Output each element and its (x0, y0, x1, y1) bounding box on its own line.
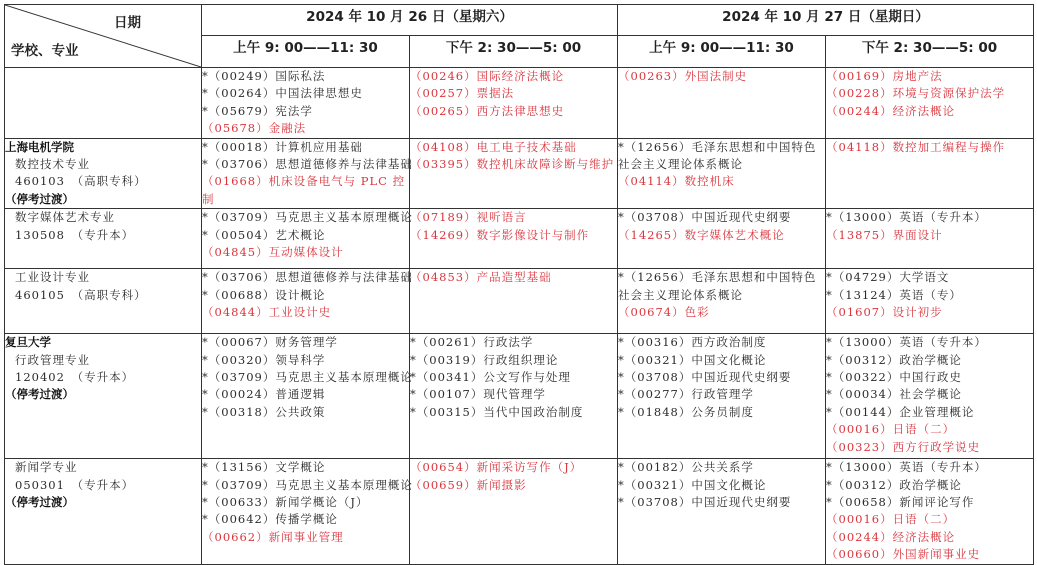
course-item: *（03708）中国近现代史纲要 (618, 370, 792, 385)
course-cell (410, 209, 618, 269)
course-item: *（13000）英语（专升本） (826, 335, 987, 350)
schedule-body (5, 68, 1034, 565)
major-cell (5, 334, 202, 459)
course-item: *（00688）设计概论 (202, 287, 326, 302)
course-cell (618, 269, 826, 334)
major-name: 数控技术专业 (15, 157, 90, 172)
major-name: 工业设计专业 (15, 270, 90, 285)
transit-note: （停考过渡） (5, 387, 74, 402)
transit-note: （停考过渡） (5, 495, 74, 510)
course-item: （04845）互动媒体设计 (202, 245, 344, 260)
table-row (5, 334, 1034, 459)
course-item: （13875）界面设计 (826, 227, 943, 242)
table-row (5, 269, 1034, 334)
major-name: 数字媒体艺术专业 (15, 210, 115, 225)
major-cell (5, 459, 202, 564)
course-item: *（00319）行政组织理论 (410, 352, 559, 367)
course-item: *（01848）公务员制度 (618, 404, 754, 419)
course-item: （04853）产品造型基础 (410, 270, 552, 285)
session-header-oct27-am: 上午 9: 00——11: 30 (618, 36, 826, 68)
course-item: （00660）外国新闻事业史 (826, 547, 981, 562)
course-cell (410, 459, 618, 564)
course-cell (826, 459, 1034, 564)
course-item: （00244）经济法概论 (826, 529, 956, 544)
course-item: （00246）国际经济法概论 (410, 69, 565, 83)
course-item: *（12656）毛泽东思想和中国特色社会主义理论体系概论 (618, 270, 817, 302)
course-item: （00016）日语（二） (826, 512, 956, 527)
course-item: *（00144）企业管理概论 (826, 404, 975, 419)
course-item: （04844）工业设计史 (202, 305, 332, 320)
course-item: （14269）数字影像设计与制作 (410, 227, 590, 242)
major-code-level: 050301 （专升本） (15, 477, 135, 492)
course-item: *（00321）中国文化概论 (618, 477, 767, 492)
course-item: *（00018）计算机应用基础 (202, 139, 363, 154)
course-item: *（00316）西方政治制度 (618, 335, 767, 350)
course-item: *（13124）英语（专） (826, 287, 962, 302)
course-item: *（00312）政治学概论 (826, 477, 962, 492)
course-cell (618, 68, 826, 139)
course-item: *（03706）思想道德修养与法律基础 (202, 157, 413, 172)
major-code-level: 120402 （专升本） (15, 370, 135, 385)
course-item: （00265）西方法律思想史 (410, 103, 565, 118)
course-item: *（00277）行政管理学 (618, 387, 754, 402)
course-item: （00257）票据法 (410, 86, 515, 101)
course-cell (202, 459, 413, 564)
course-item: （03395）数控机床故障诊断与维护 (410, 157, 615, 172)
course-item: （00016）日语（二） (826, 422, 956, 437)
course-cell (202, 269, 413, 334)
course-item: *（00107）现代管理学 (410, 387, 546, 402)
major-cell (5, 138, 202, 209)
course-item: *（13000）英语（专升本） (826, 460, 987, 475)
session-header-oct27-pm: 下午 2: 30——5: 00 (826, 36, 1034, 68)
course-item: *（00320）领导科学 (202, 352, 326, 367)
course-item: *（13000）英语（专升本） (826, 210, 987, 225)
course-item: （00323）西方行政学说史 (826, 439, 981, 454)
course-cell (826, 138, 1034, 209)
course-item: （00169）房地产法 (826, 69, 943, 83)
school-name: 上海电机学院 (5, 139, 74, 154)
course-item: *（00318）公共政策 (202, 404, 326, 419)
table-row (5, 459, 1034, 564)
course-cell (410, 68, 618, 139)
course-item: *（00504）艺术概论 (202, 227, 326, 242)
date-header-oct27: 2024 年 10 月 27 日（星期日） (618, 5, 1034, 36)
course-cell (826, 68, 1034, 139)
course-cell (202, 68, 410, 139)
course-cell (618, 138, 826, 209)
course-item: （04114）数控机床 (618, 174, 735, 189)
course-cell (618, 334, 826, 459)
exam-schedule-table (4, 4, 1034, 565)
major-code-level: 460103 （高职专科） (15, 174, 147, 189)
corner-header (5, 5, 202, 68)
course-item: *（00322）中国行政史 (826, 370, 962, 385)
course-cell (202, 334, 413, 459)
course-item: （04108）电工电子技术基础 (410, 139, 577, 154)
course-cell (618, 459, 826, 564)
course-cell (410, 269, 618, 334)
course-item: *（05679）宪法学 (202, 103, 313, 118)
course-cell (410, 334, 618, 459)
course-item: （01607）设计初步 (826, 305, 943, 320)
date-header-oct26: 2024 年 10 月 26 日（星期六） (202, 5, 618, 36)
course-item: *（00034）社会学概论 (826, 387, 962, 402)
session-header-oct26-pm: 下午 2: 30——5: 00 (410, 36, 618, 68)
course-item: （07189）视听语言 (410, 210, 527, 225)
major-cell (5, 269, 202, 334)
session-header-oct26-am: 上午 9: 00——11: 30 (202, 36, 410, 68)
course-item: *（12656）毛泽东思想和中国特色社会主义理论体系概论 (618, 139, 817, 172)
transit-note: （停考过渡） (5, 191, 74, 206)
course-item: （01668）机床设备电气与 PLC 控制 (202, 174, 406, 206)
course-item: （14265）数字媒体艺术概论 (618, 227, 785, 242)
corner-school-label: 学校、专业 (11, 43, 79, 59)
table-row (5, 68, 1034, 139)
course-cell (618, 209, 826, 269)
major-cell (5, 209, 202, 269)
course-item: *（03709）马克思主义基本原理概论 (202, 370, 413, 385)
course-item: *（00315）当代中国政治制度 (410, 404, 584, 419)
course-item: （04118）数控加工编程与操作 (826, 139, 1006, 154)
course-item: *（03708）中国近现代史纲要 (618, 210, 792, 225)
course-item: （00263）外国法制史 (618, 69, 748, 83)
table-row (5, 209, 1034, 269)
course-item: *（00642）传播学概论 (202, 512, 338, 527)
course-item: *（03708）中国近现代史纲要 (618, 495, 792, 510)
course-item: *（03709）马克思主义基本原理概论 (202, 210, 413, 225)
major-name: 新闻学专业 (15, 460, 78, 475)
major-cell (5, 68, 202, 139)
course-item: *（00312）政治学概论 (826, 352, 962, 367)
course-item: （00228）环境与资源保护法学 (826, 86, 1006, 101)
course-item: *（00261）行政法学 (410, 335, 534, 350)
course-cell (410, 138, 618, 209)
course-item: （00662）新闻事业管理 (202, 529, 344, 544)
course-item: *（00264）中国法律思想史 (202, 86, 363, 101)
course-item: *（00024）普通逻辑 (202, 387, 326, 402)
course-item: *（13156）文学概论 (202, 460, 326, 475)
course-item: *（03706）思想道德修养与法律基础 (202, 270, 413, 285)
corner-date-label: 日期 (114, 15, 141, 31)
course-item: （00244）经济法概论 (826, 103, 956, 118)
course-item: *（00249）国际私法 (202, 69, 326, 83)
course-cell (826, 269, 1034, 334)
course-item: *（03709）马克思主义基本原理概论 (202, 477, 413, 492)
table-row (5, 138, 1034, 209)
date-header-row (5, 5, 1034, 36)
course-item: （05678）金融法 (202, 121, 307, 136)
school-name: 复旦大学 (5, 335, 51, 350)
course-item: *（04729）大学语文 (826, 270, 950, 285)
major-code-level: 460105 （高职专科） (15, 287, 147, 302)
course-item: （00659）新闻摄影 (410, 477, 527, 492)
course-cell (826, 209, 1034, 269)
course-item: （00654）新闻采访写作（J） (410, 460, 583, 475)
course-item: （00674）色彩 (618, 305, 710, 320)
course-item: *（00341）公文写作与处理 (410, 370, 571, 385)
course-cell (202, 209, 413, 269)
course-cell (202, 138, 413, 209)
major-code-level: 130508 （专升本） (15, 227, 135, 242)
major-name: 行政管理专业 (15, 352, 90, 367)
course-item: *（00633）新闻学概论（J） (202, 495, 369, 510)
course-item: *（00067）财务管理学 (202, 335, 338, 350)
course-cell (826, 334, 1034, 459)
course-item: *（00321）中国文化概论 (618, 352, 767, 367)
course-item: *（00182）公共关系学 (618, 460, 754, 475)
course-item: *（00658）新闻评论写作 (826, 495, 975, 510)
